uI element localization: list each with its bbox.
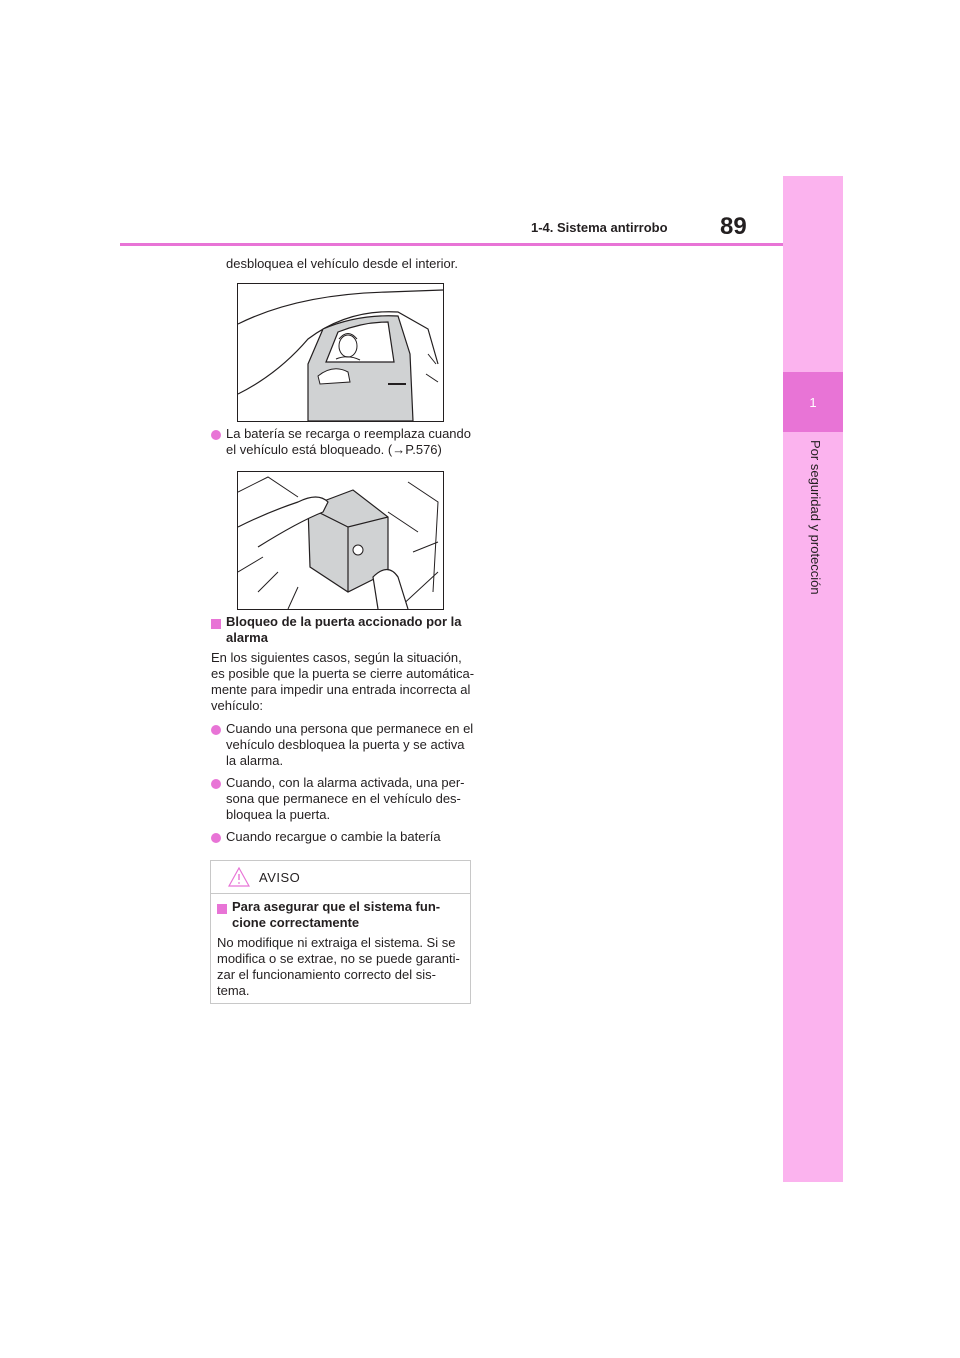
alarm-intro-line4: vehículo: [211, 698, 264, 713]
alarm-bullet1-line1: Cuando una persona que permanece en el [226, 721, 474, 736]
chapter-side-tab [783, 176, 843, 1182]
figure-person-in-car [237, 283, 444, 422]
section-square-marker [211, 619, 221, 629]
warning-body-line3: zar el funcionamiento correcto del sis- [217, 967, 436, 982]
alarm-heading-line1: Bloqueo de la puerta accionado por la [226, 614, 462, 629]
warning-header [211, 861, 470, 894]
warning-body-line1: No modifique ni extraiga el sistema. Si se [217, 935, 456, 950]
bullet-marker [211, 430, 221, 440]
warning-box [210, 860, 471, 1004]
continuation-text: desbloquea el vehículo desde el interior. [226, 256, 458, 271]
figure-battery-replacement [237, 471, 444, 610]
section-title: 1-4. Sistema antirrobo [531, 220, 668, 235]
alarm-bullet2-line3: bloquea la puerta. [226, 807, 331, 822]
alarm-intro-line3: mente para impedir una entrada incorrecta al [211, 682, 471, 697]
warning-heading-line2: cione correctamente [232, 915, 360, 930]
alarm-bullet3-line1: Cuando recargue o cambie la batería [226, 829, 441, 844]
warning-heading-line1: Para asegurar que el sistema fun- [232, 899, 441, 914]
alarm-bullet2-line2: sona que permanece en el vehículo des- [226, 791, 461, 806]
chapter-number: 1 [783, 372, 843, 432]
alarm-bullet1-line2: vehículo desbloquea la puerta y se activa [226, 737, 465, 752]
warning-body-line2: modifica o se extrae, no se puede garanti- [217, 951, 460, 966]
chapter-label-text: Por seguridad y protección [808, 440, 823, 595]
alarm-bullet2-line1: Cuando, con la alarma activada, una per- [226, 775, 465, 790]
warning-body-line4: tema. [217, 983, 250, 998]
alarm-heading-line2: alarma [226, 630, 268, 645]
bullet-marker [211, 779, 221, 789]
car-door-illustration [238, 284, 443, 421]
warning-label: AVISO [259, 870, 301, 885]
page-number: 89 [720, 213, 747, 240]
alarm-bullet1-line3: la alarma. [226, 753, 284, 768]
bullet-marker [211, 833, 221, 843]
header-divider [120, 243, 783, 246]
battery-illustration [238, 472, 443, 609]
bullet-battery-line2: el vehículo está bloqueado. (→P.576) [226, 442, 442, 457]
alarm-intro-line2: es posible que la puerta se cierre automática- [211, 666, 475, 681]
warning-triangle-icon [228, 867, 250, 887]
bullet-battery-line1: La batería se recarga o reemplaza cuando [226, 426, 471, 441]
bullet-marker [211, 725, 221, 735]
chapter-label [783, 440, 843, 670]
warning-square-marker [217, 904, 227, 914]
alarm-intro-line1: En los siguientes casos, según la situación, [211, 650, 462, 665]
